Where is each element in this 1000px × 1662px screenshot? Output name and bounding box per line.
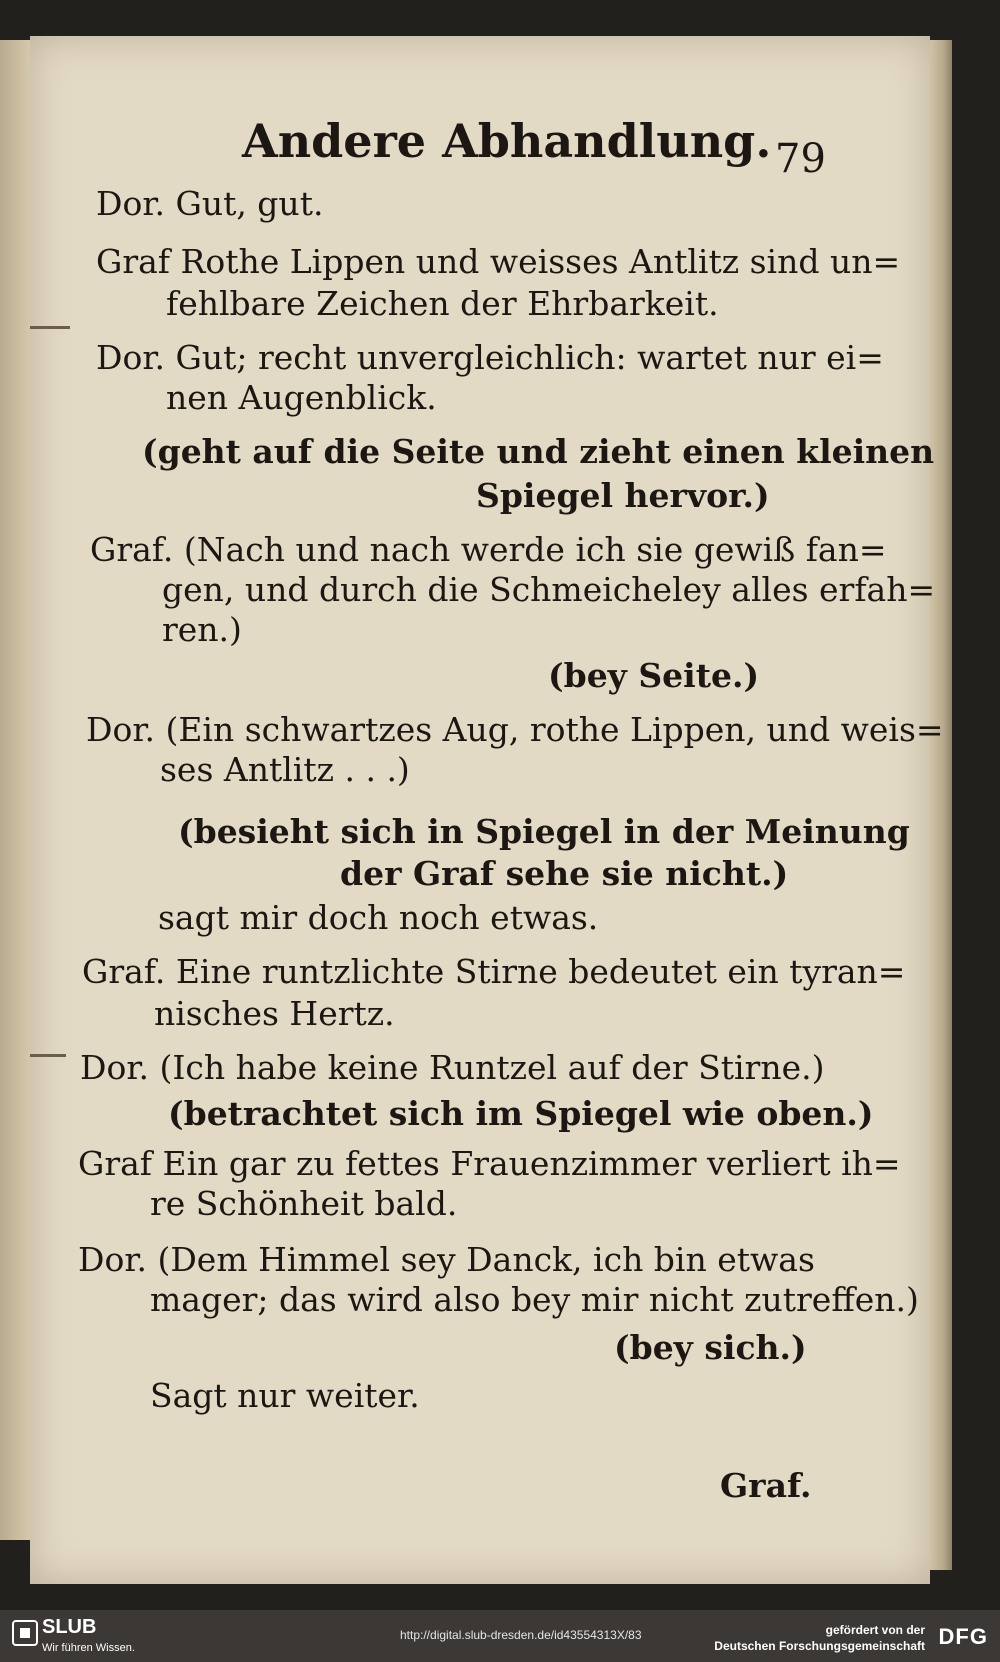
stage-direction: Spiegel hervor.) — [476, 476, 770, 515]
running-header: Andere Abhandlung. — [242, 114, 772, 168]
text-line: re Schönheit bald. — [150, 1184, 458, 1223]
text-line: Graf Ein gar zu fettes Frauenzimmer verliert ih= — [78, 1144, 901, 1183]
page-number: 79 — [775, 136, 826, 182]
text-line: Dor. (Ich habe keine Runtzel auf der Stirne.) — [80, 1048, 825, 1087]
stage-direction: der Graf sehe sie nicht.) — [340, 854, 789, 893]
library-name: SLUB — [42, 1616, 97, 1638]
text-line: Graf Rothe Lippen und weisses Antlitz sind un= — [96, 242, 901, 281]
text-line: Dor. (Dem Himmel sey Danck, ich bin etwas — [78, 1240, 815, 1279]
stage-direction: (geht auf die Seite und zieht einen kleinen — [142, 432, 935, 471]
page-text — [30, 36, 944, 1584]
source-url[interactable]: http://digital.slub-dresden.de/id43554313X/83 — [400, 1628, 642, 1642]
text-line: Sagt nur weiter. — [150, 1376, 420, 1415]
footer-bar — [0, 1610, 1000, 1662]
funding-line-2: Deutschen Forschungsgemeinschaft — [714, 1639, 925, 1653]
text-line: ses Antlitz . . .) — [160, 750, 410, 789]
left-page-edge — [0, 40, 34, 1540]
text-line: Graf. (Nach und nach werde ich sie gewiß fan= — [90, 530, 887, 569]
text-line: Dor. (Ein schwartzes Aug, rothe Lippen, und weis= — [86, 710, 944, 749]
right-page-edge — [930, 40, 952, 1570]
text-line: nisches Hertz. — [154, 994, 395, 1033]
catchword: Graf. — [720, 1466, 812, 1505]
text-line: ren.) — [162, 610, 242, 649]
stage-direction: (bey sich.) — [614, 1328, 807, 1367]
text-line: Dor. Gut; recht unvergleichlich: wartet nur ei= — [96, 338, 884, 377]
stage-direction: (bey Seite.) — [548, 656, 760, 695]
funding-note — [714, 1622, 925, 1654]
text-line: sagt mir doch noch etwas. — [158, 898, 599, 937]
text-line: mager; das wird also bey mir nicht zutreffen.) — [150, 1280, 919, 1319]
text-line: fehlbare Zeichen der Ehrbarkeit. — [166, 284, 719, 323]
text-line: Dor. Gut, gut. — [96, 184, 324, 223]
text-line: gen, und durch die Schmeicheley alles erfah= — [162, 570, 936, 609]
funding-line-1: gefördert von der — [825, 1623, 925, 1637]
stage-direction: (besieht sich in Spiegel in der Meinung — [178, 812, 910, 851]
dfg-logo: DFG — [938, 1624, 988, 1649]
book-page — [30, 36, 944, 1584]
library-tagline: Wir führen Wissen. — [42, 1642, 135, 1654]
stage-direction: (betrachtet sich im Spiegel wie oben.) — [168, 1094, 874, 1133]
slub-logo-icon — [12, 1620, 38, 1646]
text-line: Graf. Eine runtzlichte Stirne bedeutet ein tyran= — [82, 952, 906, 991]
text-line: nen Augenblick. — [166, 378, 437, 417]
